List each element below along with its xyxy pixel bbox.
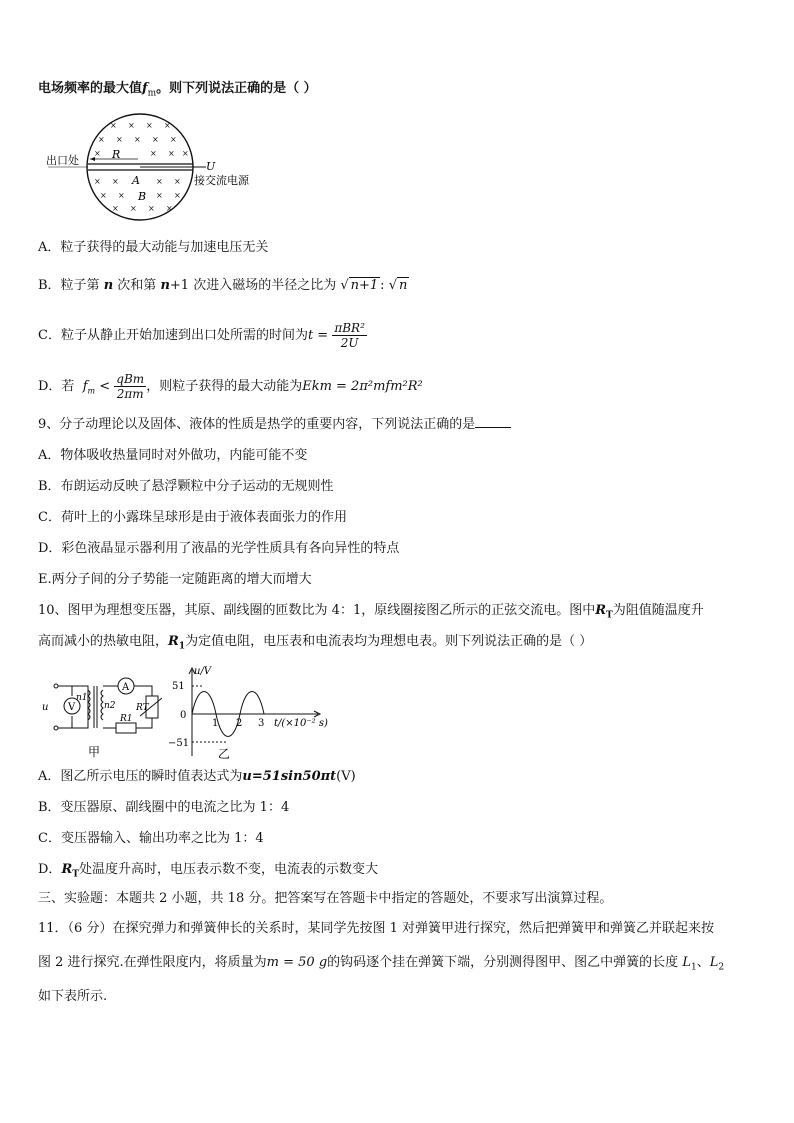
- q8-stem: 电场频率的最大值$f_m$。则下列说法正确的是（ ）: [38, 81, 317, 99]
- source-u-label: u: [42, 702, 49, 713]
- x-tick-3: 3: [258, 718, 265, 729]
- n2-label: n2: [104, 701, 116, 711]
- q10-option-a: A．图乙所示电压的瞬时值表达式为u=51sin50πt(V): [38, 769, 356, 784]
- section3-heading: 三、实验题：本题共 2 小题，共 18 分。把答案写在答题卡中指定的答题处，不要求写出演算过程。: [38, 891, 613, 906]
- b-field-label: B: [138, 190, 147, 203]
- y-tick-51: 51: [172, 681, 185, 692]
- y-tick-0: 0: [180, 710, 187, 721]
- svg-text:×: ×: [100, 191, 107, 200]
- x-tick-1: 1: [212, 718, 219, 729]
- point-a-label: A: [132, 174, 140, 187]
- svg-text:×: ×: [156, 177, 163, 186]
- x-tick-2: 2: [236, 718, 243, 729]
- y-axis-label: u/V: [194, 666, 212, 677]
- ac-voltage-graph: [168, 664, 338, 764]
- svg-text:×: ×: [112, 204, 119, 213]
- svg-text:×: ×: [156, 191, 163, 200]
- voltage-label: U: [206, 160, 216, 173]
- svg-text:×: ×: [146, 121, 153, 130]
- q8-option-b: B．粒子第 n 次和第 n+1 次进入磁场的半径之比为 √ n+1 : √ n: [38, 278, 408, 293]
- svg-text:×: ×: [168, 149, 175, 158]
- n1-label: n1: [76, 693, 88, 703]
- q11-line2: 图 2 进行探究.在弹性限度内，将质量为m = 50 g的钩码逐个挂在弹簧下端，分别测得图甲、图乙中弹簧的长度 $L_1$、$L_2$: [38, 955, 725, 973]
- svg-text:×: ×: [152, 135, 159, 144]
- svg-text:×: ×: [164, 121, 171, 130]
- ac-source-label: 接交流电源: [194, 174, 249, 187]
- svg-text:×: ×: [94, 177, 101, 186]
- svg-text:×: ×: [170, 135, 177, 144]
- svg-text:×: ×: [112, 177, 119, 186]
- svg-text:×: ×: [128, 121, 135, 130]
- radius-label: R: [112, 148, 121, 161]
- rt-label: RT: [136, 703, 149, 713]
- q10-option-b: B．变压器原、副线圈中的电流之比为 1：4: [38, 800, 290, 815]
- q8-option-c: C．粒子从静止开始加速到出口处所需的时间为t = $\frac{\text{πBR²}}{2U}$: [38, 321, 365, 350]
- svg-text:×: ×: [166, 204, 173, 213]
- q9-option-e: E.两分子间的分子势能一定随距离的增大而增大: [38, 572, 312, 587]
- svg-text:×: ×: [150, 149, 157, 158]
- svg-text:×: ×: [118, 191, 125, 200]
- q10-stem-line2: 高而减小的热敏电阻，$R_1$为定值电阻，电压表和电流表均为理想电表。则下列说法正确的是（ ）: [38, 634, 593, 652]
- svg-text:×: ×: [98, 135, 105, 144]
- b-field-mark: ×: [110, 121, 117, 130]
- exit-label: 出口处: [46, 154, 79, 167]
- y-tick-neg51: −51: [168, 738, 190, 749]
- svg-text:×: ×: [94, 149, 101, 158]
- svg-text:×: ×: [134, 135, 141, 144]
- q8-option-a: A．粒子获得的最大动能与加速电压无关: [38, 240, 269, 255]
- svg-text:×: ×: [182, 149, 189, 158]
- ammeter-label: A: [122, 682, 130, 693]
- q10-option-c: C．变压器输入、输出功率之比为 1：4: [38, 831, 264, 846]
- cyclotron-figure: [44, 112, 264, 222]
- x-axis-label: t/(×10⁻² s): [274, 718, 328, 729]
- svg-text:×: ×: [174, 177, 181, 186]
- voltmeter-label: V: [68, 702, 76, 713]
- q9-option-d: D．彩色液晶显示器利用了液晶的光学性质具有各向异性的特点: [38, 541, 400, 556]
- q9-stem: 9、分子动理论以及固体、液体的性质是热学的重要内容，下列说法正确的是: [38, 416, 511, 434]
- q10-stem-line1: 10、图甲为理想变压器，其原、副线圈的匝数比为 4：1，原线圈接图乙所示的正弦交流电。图中$R_T$为阻值随温度升: [38, 603, 704, 621]
- svg-text:×: ×: [148, 204, 155, 213]
- r1-label: R1: [120, 714, 133, 724]
- svg-text:×: ×: [116, 135, 123, 144]
- svg-text:×: ×: [174, 191, 181, 200]
- transformer-circuit-figure: [40, 672, 170, 762]
- figure-jia-label: 甲: [88, 745, 101, 759]
- svg-text:×: ×: [130, 204, 137, 213]
- q8-option-d: D．若 $f_m$ < $\frac{\text{qBm}}{2\pi m}$ ，则粒子获得的最大动能为Ekm = 2π²mfm²R²: [38, 372, 423, 401]
- q9-option-b: B．布朗运动反映了悬浮颗粒中分子运动的无规则性: [38, 479, 334, 494]
- figure-yi-label: 乙: [218, 747, 231, 761]
- q10-option-d: D．$R_T$处温度升高时，电压表示数不变，电流表的示数变大: [38, 862, 378, 880]
- q11-line3: 如下表所示.: [38, 989, 108, 1004]
- q9-option-a: A．物体吸收热量同时对外做功，内能可能不变: [38, 448, 308, 463]
- q9-option-c: C．荷叶上的小露珠呈球形是由于液体表面张力的作用: [38, 510, 347, 525]
- q11-line1: 11．（6 分）在探究弹力和弹簧伸长的关系时，某同学先按图 1 对弹簧甲进行探究，然后把弹簧甲和弹簧乙并联起来按: [38, 921, 714, 936]
